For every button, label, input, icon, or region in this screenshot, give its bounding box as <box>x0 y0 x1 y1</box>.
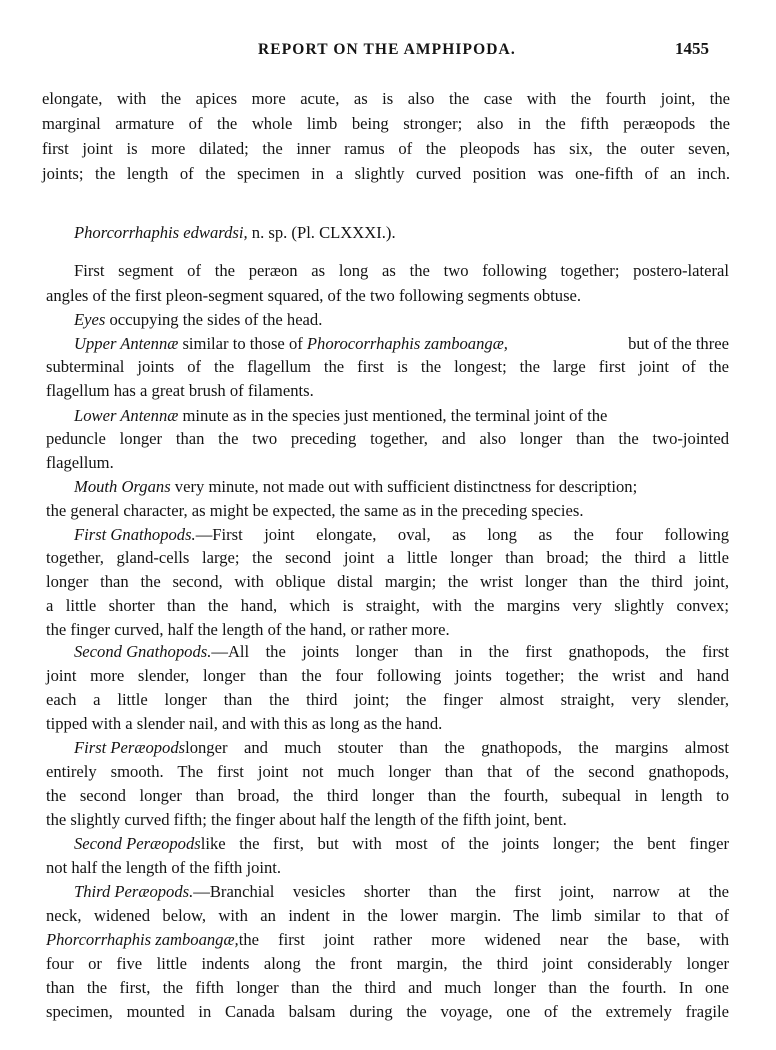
term: Second Peræopods <box>74 834 201 853</box>
text-line: not half the length of the fifth joint. <box>46 858 282 877</box>
text-line: flagellum. <box>46 453 114 472</box>
text-line: than the first, the fifth longer than the third and much longer than the fourth. In one <box>46 978 729 997</box>
species-plate: n. sp. (Pl. CLXXXI.). <box>247 223 396 242</box>
text-line: First segment of the peræon as long as the two following together; postero-lateral <box>74 261 729 280</box>
text-line: Second Peræopods like the first, but with most of the joints longer; the bent finger <box>74 834 729 853</box>
text-line: angles of the first pleon-segment squared, of the two following segments obtuse. <box>46 286 582 305</box>
text-line: marginal armature of the whole limb being stronger; also in the fifth peræopods the <box>42 114 730 133</box>
term: Third Peræopods. <box>74 882 194 901</box>
text-line: Second Gnathopods. —All the joints longer than in the first gnathopods, the first <box>74 642 729 661</box>
text-line: Third Peræopods. —Branchial vesicles shorter than the first joint, narrow at the <box>74 882 729 901</box>
species-heading <box>74 222 396 244</box>
text-line: flagellum has a great brush of filaments. <box>46 381 314 400</box>
text-line: Lower Antennæ minute as in the species just mentioned, the terminal joint of the <box>74 406 608 425</box>
text-line: elongate, with the apices more acute, as is also the case with the fourth joint, the <box>42 89 730 108</box>
text-line: subterminal joints of the flagellum the first is the longest; the large first joint of the <box>46 357 729 376</box>
text-line: the general character, as might be expected, the same as in the preceding species. <box>46 501 584 520</box>
text-line: the slightly curved fifth; the finger about half the length of the fifth joint, bent. <box>46 810 567 829</box>
text-line: the second longer than broad, the third longer than the fourth, subequal in length to <box>46 786 729 805</box>
term: Eyes <box>74 310 106 329</box>
page-number: 1455 <box>675 39 709 58</box>
text-line: First Gnathopods. —First joint elongate, oval, as long as the four following <box>74 525 729 544</box>
term: Lower Antennæ <box>74 406 179 425</box>
text-line: together, gland-cells large; the second joint a little longer than broad; the third a little <box>46 548 729 567</box>
text-line: Eyes occupying the sides of the head. <box>74 310 323 329</box>
term: Phorcorrhaphis zamboangæ, <box>46 930 239 949</box>
text-line: Mouth Organs very minute, not made out with sufficient distinctness for description; <box>74 477 638 496</box>
text-line: tipped with a slender nail, and with this as long as the hand. <box>46 714 443 733</box>
text-line: Phorcorrhaphis zamboangæ, the first joint rather more widened near the base, with <box>46 930 729 949</box>
text-line: specimen, mounted in Canada balsam during the voyage, one of the extremely fragile <box>46 1002 729 1021</box>
text-line: joints; the length of the specimen in a slightly curved position was one-fifth of an inch. <box>42 164 730 183</box>
term: Mouth Organs <box>74 477 171 496</box>
text-line: neck, widened below, with an indent in the lower margin. The limb similar to that of <box>46 906 729 925</box>
running-header <box>0 41 776 65</box>
text-line: entirely smooth. The first joint not much longer than that of the second gnathopods, <box>46 762 729 781</box>
text-line: the finger curved, half the length of the hand, or rather more. <box>46 620 450 639</box>
term: First Peræopods <box>74 738 186 757</box>
text-line: longer than the second, with oblique distal margin; the wrist longer than the third joint, <box>46 572 729 591</box>
text-line: first joint is more dilated; the inner ramus of the pleopods has six, the outer seven, <box>42 139 730 158</box>
species-name: Phorcorrhaphis edwardsi, <box>74 223 248 242</box>
text-line: Upper Antennæ similar to those of Phorocorrhaphis zamboangæ, but of the three <box>74 334 729 353</box>
term: Upper Antennæ <box>74 334 179 353</box>
term: Second Gnathopods. <box>74 642 212 661</box>
term: Phorocorrhaphis zamboangæ, <box>306 334 508 353</box>
text-line: First Peræopods longer and much stouter than the gnathopods, the margins almost <box>74 738 729 757</box>
text-line: four or five little indents along the front margin, the third joint considerably longer <box>46 954 729 973</box>
text-line: joint more slender, longer than the four following joints together; the wrist and hand <box>46 666 729 685</box>
term: First Gnathopods. <box>74 525 196 544</box>
text-line: peduncle longer than the two preceding together, and also longer than the two-jointed <box>46 429 729 448</box>
header-title: REPORT ON THE AMPHIPODA. <box>258 41 516 58</box>
text-line: each a little longer than the third joint; the finger almost straight, very slender, <box>46 690 729 709</box>
text-line: a little shorter than the hand, which is straight, with the margins very slightly convex; <box>46 596 729 615</box>
